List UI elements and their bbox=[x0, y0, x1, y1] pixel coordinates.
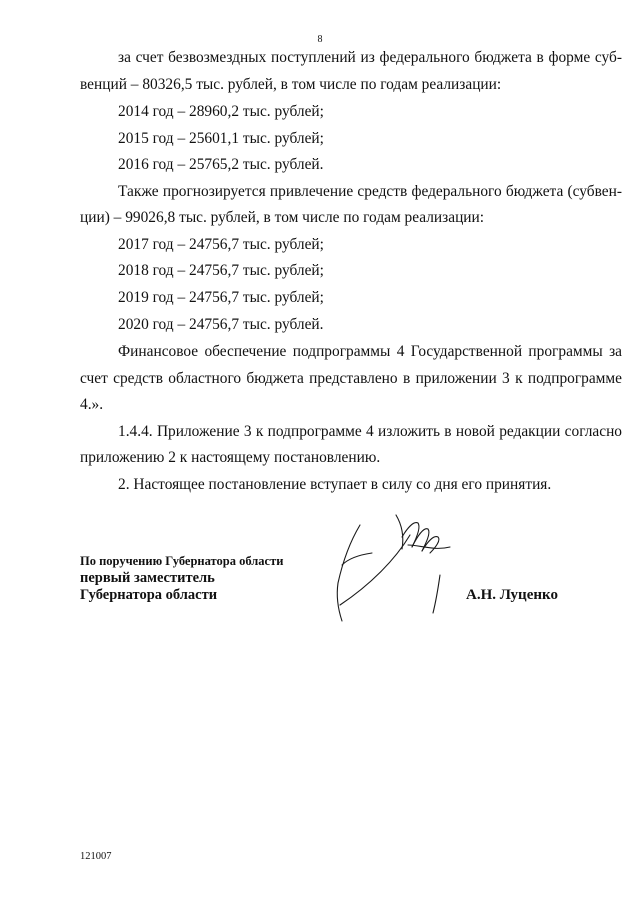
year-item-2019: 2019 год – 24756,7 тыс. рублей; bbox=[118, 289, 324, 306]
signature-position-line-2: Губернатора области bbox=[80, 587, 218, 603]
paragraph-1-4-4-line-1: 1.4.4. Приложение 3 к подпрограмме 4 изложить в новой редакции согласно bbox=[118, 423, 622, 440]
year-item-2015: 2015 год – 25601,1 тыс. рублей; bbox=[118, 130, 324, 147]
paragraph-federal-line-1: за счет безвозмездных поступлений из федерального бюджета в форме суб- bbox=[118, 49, 622, 66]
paragraph-financing-line-3: 4.». bbox=[80, 396, 104, 413]
paragraph-federal-line-2: венций – 80326,5 тыс. рублей, в том числе по годам реализации: bbox=[80, 76, 502, 93]
paragraph-1-4-4-line-2: приложению 2 к настоящему постановлению. bbox=[80, 449, 381, 466]
year-item-2014: 2014 год – 28960,2 тыс. рублей; bbox=[118, 103, 324, 120]
paragraph-financing-line-2: счет средств областного бюджета представлено в приложении 3 к подпрограмме bbox=[80, 370, 622, 387]
year-item-2016: 2016 год – 25765,2 тыс. рублей. bbox=[118, 156, 324, 173]
signatory-name: А.Н. Луценко bbox=[466, 587, 558, 603]
signature-on-behalf: По поручению Губернатора области bbox=[80, 554, 284, 568]
page-number: 8 bbox=[317, 34, 323, 45]
document-code: 121007 bbox=[80, 851, 112, 862]
paragraph-forecast-line-1: Также прогнозируется привлечение средств федерального бюджета (субвен- bbox=[118, 183, 622, 200]
paragraph-financing-line-1: Финансовое обеспечение подпрограммы 4 Государственной программы за bbox=[118, 343, 622, 360]
paragraph-forecast-line-2: ции) – 99026,8 тыс. рублей, в том числе по годам реализации: bbox=[80, 209, 485, 226]
paragraph-2: 2. Настоящее постановление вступает в силу со дня его принятия. bbox=[118, 476, 552, 493]
year-item-2020: 2020 год – 24756,7 тыс. рублей. bbox=[118, 316, 324, 333]
year-item-2017: 2017 год – 24756,7 тыс. рублей; bbox=[118, 236, 324, 253]
handwritten-signature bbox=[300, 505, 470, 635]
year-item-2018: 2018 год – 24756,7 тыс. рублей; bbox=[118, 262, 324, 279]
signature-position-line-1: первый заместитель bbox=[80, 570, 215, 586]
